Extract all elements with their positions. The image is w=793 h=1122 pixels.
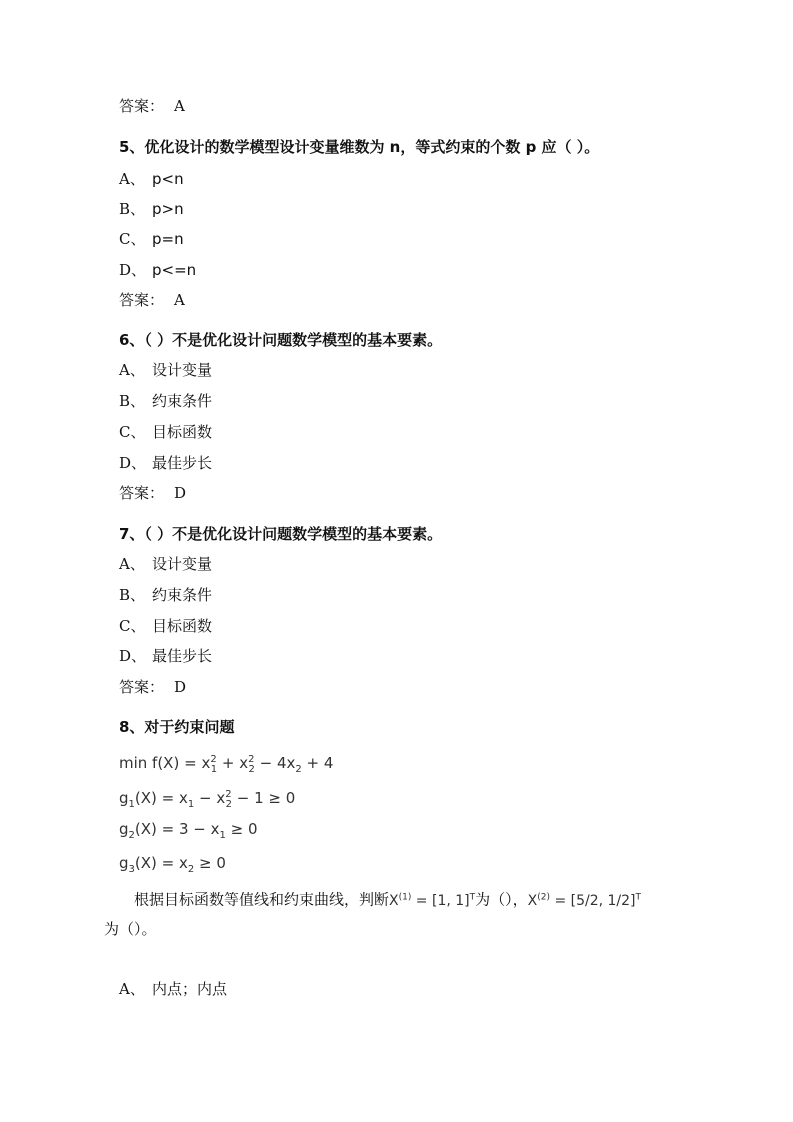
q7-option-b [119,585,212,605]
option-letter: C、 [119,230,146,248]
option-text: 约束条件 [152,392,213,410]
option-text: p>n [152,200,184,218]
option-letter: A、 [119,555,145,573]
option-text: 设计变量 [152,361,213,379]
option-text: 最佳步长 [152,647,213,665]
option-letter: A、 [119,170,145,188]
formula-part: min f(X) [119,754,180,772]
option-text: 设计变量 [152,555,213,573]
option-letter: C、 [119,423,146,441]
formula-part: g [119,789,129,807]
constraint-g1-formula [119,785,295,815]
option-letter: D、 [119,647,147,665]
q6-option-d [119,453,212,473]
formula-part: g [119,820,129,838]
formula-sub: 2 [248,764,255,775]
answer-label: 答案： [119,97,165,115]
point-x2 [528,893,641,909]
formula-part: + x [221,754,249,772]
option-letter: B、 [119,392,146,410]
constraint-g3-formula [119,853,226,880]
option-letter: B、 [119,586,146,604]
option-letter: D、 [119,261,147,279]
option-text: 目标函数 [152,423,213,441]
q6-option-c [119,422,212,442]
q5-answer [119,290,185,310]
formula-sub: 1 [210,764,218,775]
option-text: 约束条件 [152,586,213,604]
question-8-paragraph [104,883,679,943]
formula-part: = x [184,754,211,772]
paragraph-text: 为（）。 [104,919,157,938]
option-text: 内点；内点 [152,980,228,998]
formula-sub: 2 [225,799,232,810]
answer-value: D [174,678,187,696]
formula-part: ≥ 0 [230,820,258,838]
option-text: p=n [152,230,184,248]
formula-part: g [119,854,129,872]
q5-option-c [119,229,184,249]
option-text: 最佳步长 [152,454,213,472]
point-x2-symbol: X [527,892,538,909]
question-6-title: 6、（ ）不是优化设计问题数学模型的基本要素。 [119,331,443,349]
q6-option-b [119,391,212,411]
formula-sub: 1 [128,799,135,810]
answer-value: A [174,97,185,115]
q6-option-a [119,360,212,380]
formula-sup: 2 [210,754,217,765]
option-letter: A、 [119,361,145,379]
formula-part: − 4x [259,754,296,772]
question-7-title: 7、（ ）不是优化设计问题数学模型的基本要素。 [119,525,443,543]
point-x1-value: = [1, 1] [411,892,470,909]
formula-part: ≥ 0 [199,854,226,872]
answer-label: 答案： [119,484,165,502]
option-letter: B、 [119,200,146,218]
formula-part: + 4 [306,754,334,772]
transpose-sup: T [635,892,642,902]
formula-part: − x [199,789,226,807]
formula-sup: 2 [248,754,255,765]
q7-option-d [119,646,212,666]
question-5-title: 5、优化设计的数学模型设计变量维数为 n，等式约束的个数 p 应（ ）。 [119,138,600,156]
option-text: p<=n [152,261,197,279]
transpose-sup: T [469,892,476,902]
q6-answer [119,483,186,503]
option-letter: A、 [119,980,145,998]
formula-part: (X) = x [134,789,188,807]
point-x1-sup: (1) [398,892,412,902]
q5-option-b [119,199,184,219]
formula-sub: 3 [128,864,135,875]
formula-sub: 1 [187,799,195,810]
formula-part: − 1 ≥ 0 [236,789,296,807]
answer-value: A [174,291,185,309]
q7-answer [119,677,186,697]
formula-sub: 1 [219,830,226,841]
paragraph-text: 根据目标函数等值线和约束曲线，判断 [134,890,390,909]
answer-value: D [174,484,187,502]
answer-label: 答案： [119,678,165,696]
formula-sub: 2 [128,830,135,841]
objective-formula [119,750,333,780]
paragraph-text: 为（）， [475,890,528,909]
constraint-g2-formula [119,819,258,846]
q8-option-a [119,979,227,999]
formula-part: (X) = x [134,854,188,872]
point-x2-value: = [5/2, 1/2] [550,892,636,909]
formula-sub: 2 [187,864,195,875]
answer-label: 答案： [119,291,165,309]
point-x2-sup: (2) [537,892,550,902]
option-text: p<n [152,170,184,188]
formula-part: (X) = 3 − x [134,820,220,838]
point-x1 [389,893,475,909]
option-letter: C、 [119,617,146,635]
q7-option-c [119,616,212,636]
formula-sup: 2 [225,789,232,800]
q5-option-d [119,260,196,280]
point-x1-symbol: X [389,892,399,909]
q7-option-a [119,554,212,574]
option-letter: D、 [119,454,147,472]
question-8-title: 8、对于约束问题 [119,718,235,736]
q4-answer [119,96,185,116]
option-text: 目标函数 [152,617,213,635]
q5-option-a [119,169,184,189]
formula-sub: 2 [295,764,302,775]
